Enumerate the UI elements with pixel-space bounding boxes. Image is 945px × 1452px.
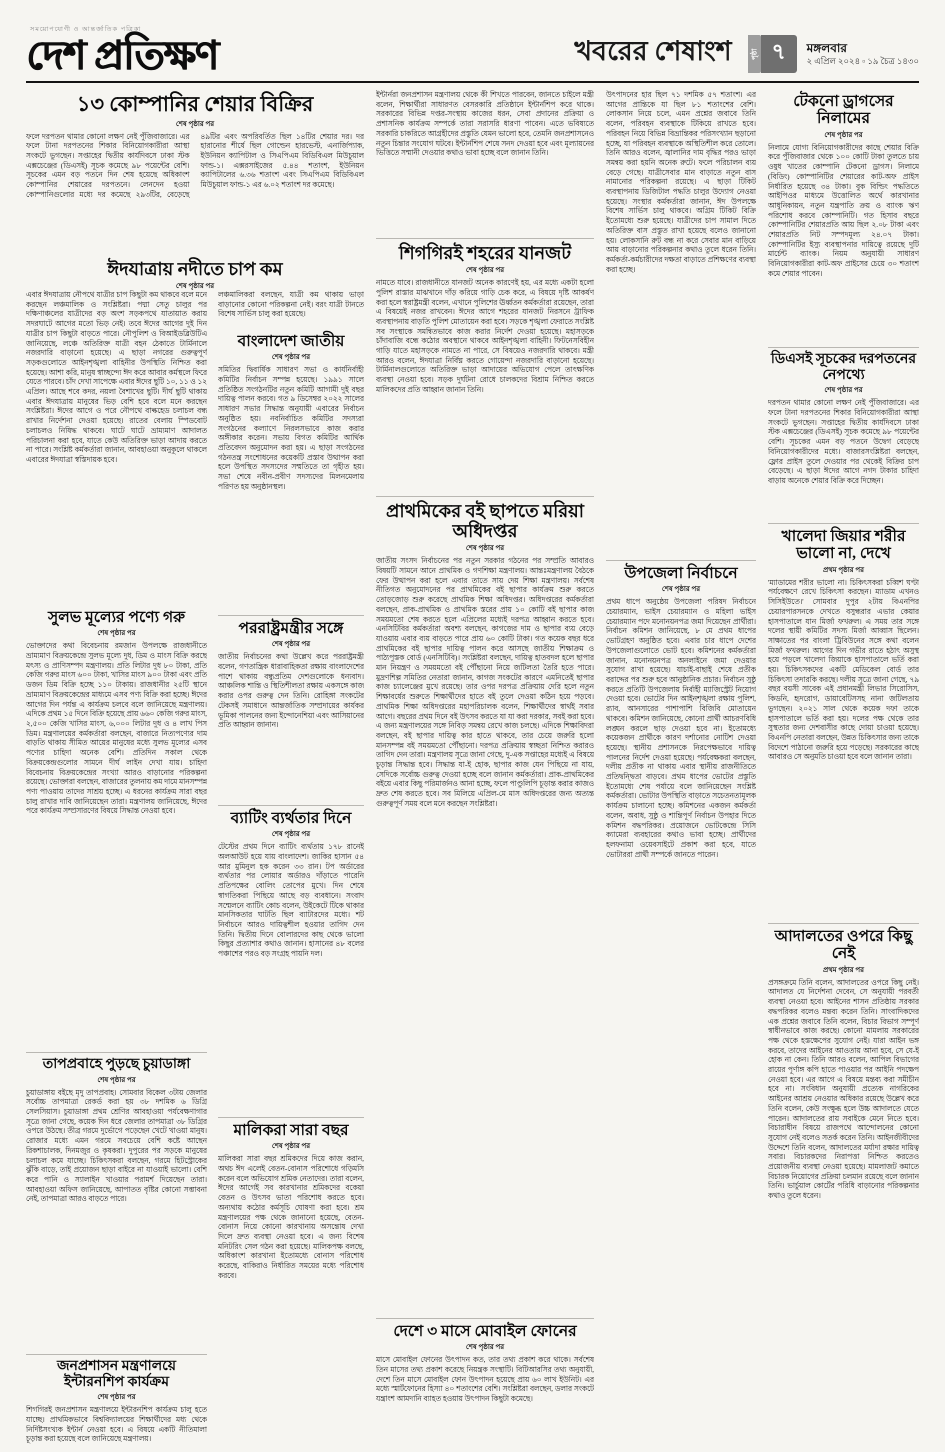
continuation-internship bbox=[376, 90, 594, 236]
article-dse-index-fall bbox=[768, 347, 919, 521]
article-dateline: শেষ পৃষ্ঠার পর bbox=[271, 1142, 311, 1151]
article-body: টেস্টের প্রথম দিনে ব্যাটিং ব্যর্থতায় ১৭৮ রানেই অলআউট হয়ে যায় বাংলাদেশ। জাকির হাসান ৫৪ আর মুমিনুল হক করেন ৩৩ রান। টপ অর্ডারের ব্যর্থতার পর লোয়ার অর্ডারও দাঁড়াতে পারেনি প্রতিপক্ষের বোলিং তোপের মুখে। দিন শেষে স্বাগতিকরা পিছিয়ে আছে বড় ব্যবধানে। সংবাদ সম্মেলনে ব্যাটিং কোচ বলেন, উইকেটে টিকে থাকার মানসিকতার ঘাটতি ছিল ব্যাটারদের মধ্যে। শট নির্বাচনে আরও দায়িত্বশীল হওয়ার তাগিদ দেন তিনি। দ্বিতীয় দিনে বোলারদের কাছ থেকে ভালো কিছুর প্রত্যাশার কথাও জানান। হাসানের ৪৮ বলের পঞ্চাশের পরও বড় সংগ্রহ পায়নি দল। bbox=[218, 842, 364, 959]
article-body: জাতীয় সংসদ নির্বাচনের পর নতুন সরকার গঠনের পর সম্প্রতি আবারও বিষয়টি সামনে আনে প্রাথমিক ও গণশিক্ষা মন্ত্রণালয়। আন্তঃমন্ত্রণালয় বৈঠকে ফের উত্থাপন করা হলে এবার তাতে সায় দেয় শিক্ষা মন্ত্রণালয়। সর্বশেষ নীতিগত অনুমোদনের পর প্রাথমিকের বই ছাপার কার্যক্রম শুরু করতে তোড়জোড় শুরু করেছে প্রাথমিক শিক্ষা অধিদপ্তর। অধিদপ্তরের কর্মকর্তারা বলছেন, প্রাক-প্রাথমিক ও প্রাথমিক স্তরের প্রায় ১০ কোটি বই ছাপার কাজ সময়মতো শেষ করতে হলে এপ্রিলের মধ্যেই দরপত্র আহ্বান করতে হবে। এনসিটিবির কর্মকর্তারা অবশ্য বলছেন, কাগজের দাম ও ছাপার ব্যয় বেড়ে যাওয়ায় এবার ব্যয় বাড়তে পারে প্রায় ৬০ কোটি টাকা। গত কয়েক বছর ধরে প্রাথমিকের বই ছাপার দায়িত্ব পালন করে আসছে জাতীয় শিক্ষাক্রম ও পাঠ্যপুস্তক বোর্ড (এনসিটিবি)। সংশ্লিষ্টরা বলছেন, দায়িত্ব হাতবদল হলে ছাপার মান নিয়ন্ত্রণ ও সময়মতো বই পৌঁছানো নিয়ে জটিলতা তৈরি হতে পারে। মুদ্রণশিল্প সমিতির নেতারা জানান, কাগজ সংকটের কারণে এমনিতেই ছাপার কাজ চ্যালেঞ্জের মুখে রয়েছে। তার ওপর দরপত্র প্রক্রিয়ায় দেরি হলে নতুন শিক্ষাবর্ষের শুরুতে শিক্ষার্থীদের হাতে বই তুলে দেওয়া কঠিন হয়ে পড়বে। প্রাথমিক শিক্ষা অধিদপ্তরের মহাপরিচালক বলেন, শিক্ষার্থীদের স্বার্থই সবার আগে। বছরের প্রথম দিনে বই উৎসব করতে যা যা করা দরকার, সবই করা হবে। এ জন্য মন্ত্রণালয়ের সঙ্গে নিবিড় সমন্বয় রেখে কাজ চলছে। এদিকে শিক্ষাবিদরা বলছেন, বই ছাপার দায়িত্ব কার হাতে থাকবে, তার চেয়ে জরুরি হলো মানসম্পন্ন বই সময়মতো পৌঁছানো। দরপত্র প্রক্রিয়ায় স্বচ্ছতা নিশ্চিত করারও তাগিদ দেন তারা। মন্ত্রণালয় সূত্রে জানা গেছে, দু-এক সপ্তাহের মধ্যেই এ বিষয়ে চূড়ান্ত সিদ্ধান্ত হবে। সিদ্ধান্ত যা-ই হোক, ছাপার কাজ যেন পিছিয়ে না যায়, সেদিকে সর্বোচ্চ গুরুত্ব দেওয়া হচ্ছে বলে জানান কর্মকর্তারা। প্রাক-প্রাথমিকের বইয়ে এবার কিছু পরিমার্জনও আনা হচ্ছে, ফলে পাণ্ডুলিপি চূড়ান্ত করার কাজও দ্রুত শেষ করতে হবে। সব মিলিয়ে এপ্রিল-মে মাস অধিদপ্তরের জন্য অত্যন্ত গুরুত্বপূর্ণ সময় বলে মনে করছেন সংশ্লিষ্টরা। bbox=[376, 556, 594, 808]
article-heatwave-chuadanga bbox=[26, 1052, 207, 1352]
article-headline: মালিকরা সারা বছর bbox=[233, 1122, 349, 1139]
article-headline: ডিএসই সূচকের দরপতনের নেপথ্যে bbox=[770, 352, 917, 383]
article-body: এবার ঈদযাত্রায় নৌপথে যাত্রীর চাপ কিছুটা কম থাকবে বলে মনে করছেন লঞ্চমালিক ও সংশ্লিষ্টরা। পদ্মা সেতু চালুর পর দক্ষিণাঞ্চলের যাত্রীদের বড় অংশ সড়কপথে যাতায়াত করায় সদরঘাটে আগের মতো ভিড় নেই। তবে ঈদের আগের দুই দিন যাত্রীর চাপ কিছুটা বাড়তে পারে। নৌপুলিশ ও বিআইডব্লিউটিএ জানিয়েছে, লঞ্চে অতিরিক্ত যাত্রী বহন ঠেকাতে টার্মিনালে নজরদারি বাড়ানো হয়েছে। এ ছাড়া নগরের গুরুত্বপূর্ণ সড়কগুলোতে আইনশৃঙ্খলা বাহিনীর উপস্থিতি নিশ্চিত করা হয়েছে। আশা করি, মানুষ স্বাচ্ছন্দ্যে ঈদ করে আবার কর্মস্থলে ফিরে যেতে পারবে। চাঁদ দেখা সাপেক্ষে এবার ঈদের ছুটি ১০, ১১ ও ১২ এপ্রিল। আছে শবে কদর, নয়লা বৈশাখের ছুটি। দীর্ঘ ছুটি থাকায় এবার ঈদযাত্রায় মানুষের ভিড় বেশি হবে বলে মনে করছেন সংশ্লিষ্টরা। ঈদের আগে ও পরে নৌপথে বাল্কহেড চলাচল বন্ধ রাখার নির্দেশনা দেওয়া হয়েছে। রাতের বেলায় স্পিডবোট চলাচলও নিষিদ্ধ থাকবে। ঘাটে ঘাটে ভ্রাম্যমাণ আদালত পরিচালনা করা হবে, যাতে কেউ অতিরিক্ত ভাড়া আদায় করতে না পারে। সংশ্লিষ্ট কর্মকর্তারা জানান, আবহাওয়া অনুকূলে থাকলে এবারের ঈদযাত্রা স্বস্তিদায়ক হবে। bbox=[26, 290, 207, 464]
article-headline: সুলভ মূল্যের পণ্যে গরু bbox=[47, 609, 186, 626]
article-nothing-above-court bbox=[768, 923, 919, 1446]
masthead-title: দেশ প্রতিক্ষণ bbox=[26, 33, 218, 78]
article-headline: ব্যাটিং ব্যর্থতার দিনে bbox=[230, 810, 352, 827]
article-eid-river-body bbox=[26, 290, 207, 606]
article-dateline: শেষ পৃষ্ঠার পর bbox=[97, 629, 136, 638]
article-dateline: শেষ পৃষ্ঠার পর bbox=[824, 386, 863, 395]
masthead bbox=[26, 24, 218, 76]
column-c bbox=[606, 90, 756, 1446]
column-a-split bbox=[26, 290, 364, 1446]
article-dateline: শেষ পৃষ্ঠার পর bbox=[465, 544, 505, 553]
date-line: ২ এপ্রিল ২০২৪ ▫ ১৯ চৈত্র ১৪৩০ bbox=[806, 55, 919, 66]
page-number-box bbox=[748, 35, 797, 73]
article-eid-river-head bbox=[26, 256, 364, 290]
article-primary-books-printing bbox=[376, 496, 594, 1316]
article-dateline: প্রথম পৃষ্ঠার পর bbox=[823, 565, 864, 574]
article-body: ভোক্তাদের কথা বিবেচনায় রমজান উপলক্ষে রাজধানীতে ভ্রাম্যমাণ বিক্রয়কেন্দ্রে সুলভ মূল্যে দুধ, ডিম ও মাংস বিক্রি করছে মৎস্য ও প্রাণিসম্পদ মন্ত্রণালয়। প্রতি লিটার দুধ ৮০ টাকা, প্রতি কেজি গরুর মাংস ৬০০ টাকা, খাসির মাংস ৯০০ টাকা এবং প্রতি ডজন ডিম বিক্রি হচ্ছে ১১০ টাকায়। রাজধানীর ২৫টি স্থানে ভ্রাম্যমাণ বিক্রয়কেন্দ্রের মাধ্যমে এসব পণ্য বিক্রি করা হচ্ছে। ঈদের আগের দিন পর্যন্ত এ কার্যক্রম চলবে বলে জানিয়েছে মন্ত্রণালয়। এদিকে প্রথম ১৫ দিনে বিক্রি হয়েছে প্রায় ৬৬০ কেজি গরুর মাংস, ২,৫০০ কেজি খাসির মাংস, ৬,০০০ লিটার দুধ ও ৪ লাখ পিস ডিম। মন্ত্রণালয়ের কর্মকর্তারা বলছেন, বাজারে নিত্যপণ্যের দাম বাড়তি থাকায় সীমিত আয়ের মানুষের মধ্যে সুলভ মূল্যের এসব পণ্যের চাহিদা অনেক বেশি। প্রতিদিন সকাল থেকে বিক্রয়কেন্দ্রগুলোর সামনে দীর্ঘ লাইন দেখা যায়। চাহিদা বিবেচনায় বিক্রয়কেন্দ্রের সংখ্যা আরও বাড়ানোর পরিকল্পনা রয়েছে। ভোক্তারা বলছেন, বাজারের তুলনায় কম দামে মানসম্পন্ন পণ্য পাওয়ায় তাদের সাশ্রয় হচ্ছে। এ ধরনের কার্যক্রম সারা বছর চালু রাখার দাবি জানিয়েছেন তারা। মন্ত্রণালয় জানিয়েছে, ঈদের পরে কার্যক্রম সম্প্রসারণের বিষয়ে সিদ্ধান্ত নেওয়া হবে। bbox=[26, 641, 207, 816]
article-bangladesh-jatiya bbox=[218, 330, 364, 613]
header-right bbox=[574, 31, 919, 76]
column-d bbox=[768, 90, 919, 1446]
section-title: খবরের শেষাংশ bbox=[574, 36, 732, 66]
article-dateline: শেষ পৃষ্ঠার পর bbox=[97, 1393, 136, 1402]
continuation-body: উৎপাদনের হার ছিল ৭১ দশমিক ৫৭ শতাংশ। এর আগের প্রান্তিকে যা ছিল ৮১ শতাংশের বেশি। লোকসান নিয়ে চলে, এমন প্রশ্নের জবাবে তিনি বলেন, পরিবহন ব্যবস্থাকে টিকিয়ে রাখতে হবে। পরিবহন নিয়ে বিভিন্ন বিভ্রান্তিকর পরিসংখ্যান ছড়ানো হচ্ছে, যা পরিবহন ব্যবস্থাকে অস্থিতিশীল করে তোলে। তিনি আরও বলেন, জ্বালানির দাম বৃদ্ধির পরও ভাড়া সমন্বয় করা হয়নি অনেক রুটে। ফলে পরিচালন ব্যয় বেড়ে গেছে। যাত্রীসেবার মান বাড়াতে নতুন বাস নামানোর পরিকল্পনা রয়েছে। এ ছাড়া টিকিট ব্যবস্থাপনায় ডিজিটাল পদ্ধতি চালুর উদ্যোগ নেওয়া হয়েছে। সংস্থার কর্মকর্তারা জানান, ঈদ উপলক্ষে বিশেষ সার্ভিস চালু থাকবে। অগ্রিম টিকিট বিক্রি ইতোমধ্যে শুরু হয়েছে। যাত্রীদের চাপ সামাল দিতে অতিরিক্ত বাস প্রস্তুত রাখা হয়েছে বলেও জানানো হয়। লোকসানি রুট বন্ধ না করে সেবার মান বাড়িয়ে আয় বাড়ানোর পরিকল্পনার কথাও তুলে ধরেন তিনি। কর্মকর্তা-কর্মচারীদের দক্ষতা বাড়াতে প্রশিক্ষণের ব্যবস্থা করা হচ্ছে। bbox=[606, 90, 756, 274]
article-dateline: প্রথম পৃষ্ঠার পর bbox=[823, 965, 864, 974]
article-techno-drugs-auction bbox=[768, 90, 919, 345]
article-headline: বাংলাদেশ জাতীয় bbox=[237, 333, 345, 350]
article-headline: টেকনো ড্রাগসের নিলামের bbox=[793, 93, 894, 128]
article-dateline: শেষ পৃষ্ঠার পর bbox=[175, 119, 215, 128]
article-body: দরপতন থামার কোনো লক্ষণ নেই পুঁজিবাজারে। এর ফলে টানা দরপতনের শিকার বিনিয়োগকারীরা আস্থা সংকটে ভুগছেন। সপ্তাহের দ্বিতীয় কার্যদিবসে ঢাকা স্টক এক্সচেঞ্জের (ডিএসই) সূচক কমেছে ৯৮ পয়েন্টের বেশি। সূচকের এমন বড় পতনে উদ্বেগ বেড়েছে বিনিয়োগকারীদের মধ্যে। বাজারসংশ্লিষ্টরা বলছেন, ফ্লোর প্রাইস তুলে দেওয়ার পর থেকেই বিক্রির চাপ বেড়েছে। এ ছাড়া ঈদের আগে নগদ টাকার চাহিদা বাড়ায় অনেকে শেয়ার বিক্রি করে দিচ্ছেন। bbox=[768, 398, 919, 485]
article-upazila-election bbox=[606, 560, 756, 1446]
article-headline: ১৩ কোম্পানির শেয়ার বিক্রির bbox=[76, 92, 314, 116]
article-body: নামতে যাবে। রাজধানীতে যানজট অনেক কারণেই হয়, এর মধ্যে একটা হলো পুলিশ রাস্তার মাঝখানে দাঁড় করিয়ে গাড়ি চেক করে, এ বিষয়ে দৃষ্টি আকর্ষণ করা হলে স্বরাষ্ট্রমন্ত্রী বলেন, এখানে পুলিশের ঊর্ধ্বতন কর্মকর্তারা রয়েছেন, তারা এ বিষয়েই নজর রাখবেন। ঈদের আগে শহরের যানজট নিরসনে ট্রাফিক ব্যবস্থাপনায় বাড়তি পুলিশ মোতায়েন করা হবে। সড়কে শৃঙ্খলা ফেরাতে সংশ্লিষ্ট সব সংস্থাকে সমন্বিতভাবে কাজ করার নির্দেশ দেওয়া হয়েছে। মহাসড়কে চাঁদাবাজি বন্ধে কঠোর অবস্থানে থাকবে আইনশৃঙ্খলা বাহিনী। ফিটনেসবিহীন গাড়ি যাতে মহাসড়কে নামতে না পারে, সে বিষয়েও নজরদারি থাকবে। মন্ত্রী আরও বলেন, ঈদযাত্রা নির্বিঘ্ন করতে গোয়েন্দা নজরদারি বাড়ানো হয়েছে। টার্মিনালগুলোতে অতিরিক্ত ভাড়া আদায়ের অভিযোগ পেলে তাৎক্ষণিক ব্যবস্থা নেওয়া হবে। সড়ক দুর্ঘটনা রোধে চালকদের বিশ্রাম নিশ্চিত করতে মালিকদের প্রতি আহ্বান জানান তিনি। bbox=[376, 278, 594, 394]
weekday: মঙ্গলবার bbox=[806, 40, 847, 55]
article-body: মালিকরা সারা বছর শ্রমিকদের দিয়ে কাজ করান, অথচ ঈদ এলেই বেতন-বোনাস পরিশোধে গড়িমসি করেন বলে অভিযোগ শ্রমিক নেতাদের। তারা বলেন, ঈদের আগেই সব কারখানার শ্রমিকদের বকেয়া বেতন ও উৎসব ভাতা পরিশোধ করতে হবে। অন্যথায় কঠোর কর্মসূচি ঘোষণা করা হবে। শ্রম মন্ত্রণালয়ের পক্ষ থেকে জানানো হয়েছে, বেতন-বোনাস নিয়ে কোনো কারখানায় অসন্তোষ দেখা দিলে দ্রুত ব্যবস্থা নেওয়া হবে। এ জন্য বিশেষ মনিটরিং সেল গঠন করা হয়েছে। মালিকপক্ষ বলছে, অধিকাংশ কারখানা ইতোমধ্যে বোনাস পরিশোধ করেছে, বাকিরাও নির্ধারিত সময়ের মধ্যে পরিশোধ করবে। bbox=[218, 1154, 364, 1280]
article-body: সমিতির দ্বিবার্ষিক সাধারণ সভা ও কার্যনির্বাহী কমিটির নির্বাচন সম্পন্ন হয়েছে। ১৯৯১ সালে প্রতিষ্ঠিত সংগঠনটির নতুন কমিটি আগামী দুই বছর দায়িত্ব পালন করবে। গত ৯ ডিসেম্বর ২০২২ সালের সাধারণ সভার সিদ্ধান্ত অনুযায়ী এবারের নির্বাচন অনুষ্ঠিত হয়। নবনির্বাচিত কমিটির সদস্যরা সংগঠনের কল্যাণে নিরলসভাবে কাজ করার অঙ্গীকার করেন। সভায় বিগত কমিটির আর্থিক প্রতিবেদন অনুমোদন করা হয়। এ ছাড়া সংগঠনের গঠনতন্ত্র সংশোধনের কয়েকটি প্রস্তাব উত্থাপন করা হলে উপস্থিত সদস্যদের সম্মতিতে তা গৃহীত হয়। সভা শেষে নবীন-প্রবীণ সদস্যদের মিলনমেলায় পরিণত হয় অনুষ্ঠানস্থল। bbox=[218, 365, 364, 491]
article-body: প্রসঙ্গক্রমে তিনি বলেন, আদালতের ওপরে কিছু নেই। আদালত যে নির্দেশনা দেবেন, সে অনুযায়ী পরবর্তী ব্যবস্থা নেওয়া হবে। আইনের শাসন প্রতিষ্ঠায় সরকার বদ্ধপরিকর বলেও মন্তব্য করেন তিনি। সাংবাদিকদের এক প্রশ্নের জবাবে তিনি বলেন, বিচার বিভাগ সম্পূর্ণ স্বাধীনভাবে কাজ করছে। কোনো মামলায় সরকারের পক্ষ থেকে হস্তক্ষেপের সুযোগ নেই। যারা আইন ভঙ্গ করবে, তাদের আইনের আওতায় আনা হবে, সে যে-ই হোক না কেন। তিনি আরও বলেন, আপিল বিভাগের রায়ের পূর্ণাঙ্গ কপি হাতে পাওয়ার পর আইনি পদক্ষেপ নেওয়া হবে। এর আগে এ বিষয়ে মন্তব্য করা সমীচীন হবে না। সংবিধান অনুযায়ী প্রত্যেক নাগরিকের আইনের আশ্রয় নেওয়ার অধিকার রয়েছে উল্লেখ করে তিনি বলেন, কেউ সংক্ষুব্ধ হলে উচ্চ আদালতে যেতে পারেন। আদালতের রায় সবাইকে মেনে নিতে হবে। বিচারাধীন বিষয়ে রাজপথে আন্দোলনের কোনো সুযোগ নেই বলেও সতর্ক করেন তিনি। আইনজীবীদের উদ্দেশে তিনি বলেন, আদালতের মর্যাদা রক্ষার দায়িত্ব সবার। বিচারকদের নিরাপত্তা নিশ্চিত করতেও প্রয়োজনীয় ব্যবস্থা নেওয়া হয়েছে। মামলাজট কমাতে বিচারক নিয়োগের প্রক্রিয়া চলমান রয়েছে বলে জানান তিনি। ভার্চুয়াল কোর্টের পরিধি বাড়ানোর পরিকল্পনার কথাও তুলে ধরেন। bbox=[768, 977, 919, 1201]
article-headline: শিগগিরই শহরের যানজট bbox=[398, 243, 572, 263]
article-headline: দেশে ৩ মাসে মোবাইল ফোনের bbox=[393, 1323, 577, 1340]
article-13-company-shares bbox=[26, 90, 364, 256]
article-eid-river-body-2 bbox=[218, 290, 364, 330]
article-body: শিগগিরই জনপ্রশাসন মন্ত্রণালয়ে ইন্টারনশিপ কার্যক্রম চালু হতে যাচ্ছে। প্রাথমিকভাবে বিশ্ববিদ্যালয়ের শিক্ষার্থীদের মধ্য থেকে নির্দিষ্টসংখ্যক ইন্টার্ন নেওয়া হবে। এ বিষয়ে একটি নীতিমালা চূড়ান্ত করা হয়েছে বলে জানিয়েছে মন্ত্রণালয়। bbox=[26, 1405, 207, 1444]
article-headline: তাপপ্রবাহে পুড়ছে চুয়াডাঙ্গা bbox=[42, 1057, 191, 1072]
sub-column-2 bbox=[218, 290, 364, 1446]
article-body: প্রথম ধাপে অনুষ্ঠেয় উপজেলা পরিষদ নির্বাচনে চেয়ারম্যান, ভাইস চেয়ারম্যান ও মহিলা ভাইস চেয়ারম্যান পদে মনোনয়নপত্র জমা দিয়েছেন প্রার্থীরা। নির্বাচন কমিশন জানিয়েছে, ৮ মে প্রথম ধাপের ভোটগ্রহণ অনুষ্ঠিত হবে। এবার চার ধাপে দেশের উপজেলাগুলোতে ভোট হবে। কমিশনের কর্মকর্তারা জানান, মনোনয়নপত্র অনলাইনে জমা দেওয়ার সুযোগ রাখা হয়েছে। যাচাই-বাছাই শেষে প্রতীক বরাদ্দের পর শুরু হবে আনুষ্ঠানিক প্রচার। নির্বাচন সুষ্ঠু করতে প্রতিটি উপজেলায় নির্বাহী ম্যাজিস্ট্রেট নিয়োগ দেওয়া হবে। ভোটের দিন আইনশৃঙ্খলা রক্ষায় পুলিশ, র‌্যাব, আনসারের পাশাপাশি বিজিবি মোতায়েন থাকবে। কমিশন জানিয়েছে, কোনো প্রার্থী আচরণবিধি লঙ্ঘন করলে ছাড় দেওয়া হবে না। ইতোমধ্যে কয়েকজন প্রার্থীকে কারণ দর্শানোর নোটিশ দেওয়া হয়েছে। স্থানীয় প্রশাসনকে নিরপেক্ষভাবে দায়িত্ব পালনের নির্দেশ দেওয়া হয়েছে। পর্যবেক্ষকরা বলছেন, দলীয় প্রতীক না থাকায় এবার স্থানীয় রাজনীতিতে প্রতিদ্বন্দ্বিতা বাড়বে। প্রথম ধাপের ভোটের প্রস্তুতি ইতোমধ্যে শেষ পর্যায়ে বলে জানিয়েছেন সংশ্লিষ্ট কর্মকর্তারা। ভোটার উপস্থিতি বাড়াতে সচেতনতামূলক কার্যক্রম চালানো হচ্ছে। কমিশনের একজন কর্মকর্তা বলেন, অবাধ, সুষ্ঠু ও শান্তিপূর্ণ নির্বাচন উপহার দিতে কমিশন বদ্ধপরিকর। প্রয়োজনে ভোটকেন্দ্রে সিসি ক্যামেরা ব্যবহারের কথাও ভাবা হচ্ছে। প্রার্থীদের হলফনামা ওয়েবসাইটে প্রকাশ করা হবে, যাতে ভোটাররা প্রার্থী সম্পর্কে জানতে পারেন। bbox=[606, 597, 756, 859]
continuation-transport bbox=[606, 90, 756, 558]
column-a bbox=[26, 90, 364, 1446]
masthead-tagline: সময়োপযোগী ও আন্তর্জাতিক পত্রিকা bbox=[30, 26, 142, 33]
article-city-traffic-jam bbox=[376, 238, 594, 494]
article-headline: উপজেলা নির্বাচনে bbox=[624, 565, 738, 582]
article-owners-all-year bbox=[218, 1117, 364, 1446]
article-dateline: শেষ পৃষ্ঠার পর bbox=[271, 640, 311, 649]
article-headline: খালেদা জিয়ার শরীর ভালো না, দেখে bbox=[781, 528, 906, 563]
article-dateline: শেষ পৃষ্ঠার পর bbox=[97, 1075, 136, 1084]
article-headline: ঈদযাত্রায় নদীতে চাপ কম bbox=[107, 259, 283, 279]
page-number: ৭ bbox=[761, 35, 797, 73]
article-headline: প্রাথমিকের বই ছাপতে মরিয়া অধিদপ্তর bbox=[385, 501, 585, 542]
article-body: চুয়াডাঙ্গায় বইছে মৃদু তাপপ্রবাহ। সোমবার বিকেল ৩টায় জেলার সর্বোচ্চ তাপমাত্রা রেকর্ড করা হয় ৩৮ দশমিক ৬ ডিগ্রি সেলসিয়াস। চুয়াডাঙ্গা প্রথম শ্রেণির আবহাওয়া পর্যবেক্ষণাগার সূত্রে জানা গেছে, কয়েক দিন ধরে জেলার তাপমাত্রা ৩৮ ডিগ্রির ওপরে উঠছে। তীব্র গরমে দুর্ভোগে পড়েছেন খেটে খাওয়া মানুষ। রোজার মধ্যে এমন গরমে সবচেয়ে বেশি কষ্টে আছেন রিকশাচালক, দিনমজুর ও কৃষকরা। দুপুরের পর সড়কে মানুষের চলাচল কমে যাচ্ছে। চিকিৎসকরা বলছেন, গরমে হিটস্ট্রোকের ঝুঁকি বাড়ে, তাই প্রয়োজন ছাড়া বাইরে না যাওয়াই ভালো। বেশি করে পানি ও স্যালাইন খাওয়ার পরামর্শ দিয়েছেন তারা। আবহাওয়া অফিস জানিয়েছে, আপাতত বৃষ্টির কোনো সম্ভাবনা নেই, তাপমাত্রা আরও বাড়তে পারে। bbox=[26, 1087, 207, 1204]
article-body: মাসে মোবাইল ফোনের উৎপাদন কত, তার তথ্য প্রকাশ করে থাকে। সর্বশেষ তিন মাসের তথ্য প্রকাশ করেছে নিয়ন্ত্রক সংস্থাটি। বিটিআরসির তথ্য অনুযায়ী, দেশে তিন মাসে মোবাইল ফোন উৎপাদন হয়েছে প্রায় ৬০ লাখ ইউনিট। এর মধ্যে স্মার্টফোনের হিস্যা ৪০ শতাংশের বেশি। সংশ্লিষ্টরা বলছেন, ডলার সংকটে যন্ত্রাংশ আমদানি ব্যাহত হওয়ায় উৎপাদন কিছুটা কমেছে। bbox=[376, 1355, 594, 1404]
article-body: ফলে দরপতন থামার কোনো লক্ষণ নেই পুঁজিবাজারে। এর ফলে টানা দরপতনের শিকার বিনিয়োগকারীরা আস্থা সংকটে ভুগছেন। সপ্তাহের দ্বিতীয় কার্যদিবসে ঢাকা স্টক এক্সচেঞ্জের (ডিএসই) সূচক কমেছে ৯৮ পয়েন্টের বেশি। সূচকের এমন বড় পতনে দিন শেষ হয়েছে অধিকাংশ কোম্পানির শেয়ারের দরপতনে। লেনদেন হওয়া কোম্পানিগুলোর মধ্যে দর কমেছে ২৯৩টির, বেড়েছে ৪৯টির এবং অপরিবর্তিত ছিল ১৪টির শেয়ার দর। দর হারানোর শীর্ষে ছিল গোল্ডেন হারভেস্ট, এনার্জিপ্যাক, ইউনিয়ন ক্যাপিটাল ও সিএপিএম বিডিবিএল মিউচুয়াল ফান্ড-১। এক্সরসাইজের ৫.৪৪ শতাংশ, ইউনিয়ন ক্যাপিটালের ৬.৩৬ শতাংশ এবং সিএপিএম বিডিবিএল মিউচুয়াল ফান্ড-১ এর ৬.০২ শতাংশ দর কমেছে। bbox=[26, 131, 364, 199]
article-dateline: শেষ পৃষ্ঠার পর bbox=[824, 130, 863, 139]
article-body: লঞ্চমালিকরা বলছেন, যাত্রী কম থাকায় ভাড়া বাড়ানোর কোনো পরিকল্পনা নেই। বরং যাত্রী টানতে বিশেষ সার্ভিস চালু করা হয়েছে। bbox=[218, 290, 364, 319]
article-body: জাতীয় নির্বাচনের কথা উল্লেখ করে পররাষ্ট্রমন্ত্রী বলেন, গণতান্ত্রিক ধারাবাহিকতা রক্ষায় বাংলাদেশের পাশে থাকায় বন্ধুপ্রতিম দেশগুলোকে ধন্যবাদ। আঞ্চলিক শান্তি ও স্থিতিশীলতা রক্ষায় একসঙ্গে কাজ করার ওপর গুরুত্ব দেন তিনি। রোহিঙ্গা সংকটের টেকসই সমাধানে আন্তর্জাতিক সম্প্রদায়ের কার্যকর ভূমিকা পালনের জন্য ইন্দোনেশিয়া এবং আসিয়ানের প্রতি আহ্বান জানান। bbox=[218, 652, 364, 730]
date-block bbox=[807, 41, 919, 67]
article-batting-failure bbox=[218, 805, 364, 1115]
article-dateline: শেষ পৃষ্ঠার পর bbox=[465, 1343, 505, 1352]
article-headline: জনপ্রশাসন মন্ত্রণালয়ে ইন্টারনশিপ কার্যক্রম bbox=[56, 1359, 177, 1390]
article-body: নিলামে যোগ্য বিনিয়োগকারীদের কাছে শেয়ার বিক্রি করে পুঁজিবাজার থেকে ১০০ কোটি টাকা তুলতে চায় ওষুধ খাতের কোম্পানি টেকনো ড্রাগস। নিলামে (বিডিং) কোম্পানিটির শেয়ারের কাট-অফ প্রাইস নির্ধারিত হয়েছে ৩৪ টাকা। বুক বিল্ডিং পদ্ধতিতে আইপিওর মাধ্যমে উত্তোলিত অর্থে কারখানার আধুনিকায়ন, নতুন যন্ত্রপাতি ক্রয় ও ব্যাংক ঋণ পরিশোধ করবে কোম্পানিটি। গত হিসাব বছরে কোম্পানিটির শেয়ারপ্রতি আয় ছিল ২.০৮ টাকা এবং শেয়ারপ্রতি নিট সম্পদমূল্য ২৪.০৭ টাকা। কোম্পানিটির ইস্যু ব্যবস্থাপনার দায়িত্বে রয়েছে দুটি মার্চেন্ট ব্যাংক। নিয়ম অনুযায়ী সাধারণ বিনিয়োগকারীরা কাট-অফ প্রাইসের চেয়ে ৩০ শতাংশ কমে শেয়ার পাবেন। bbox=[768, 142, 919, 278]
content-columns bbox=[26, 90, 919, 1446]
article-headline: আদালতের ওপরে কিছু নেই bbox=[774, 928, 913, 963]
page-label: পৃষ্ঠা bbox=[748, 35, 761, 73]
article-foreign-minister bbox=[218, 615, 364, 803]
page-header bbox=[26, 0, 919, 83]
column-b bbox=[376, 90, 594, 1446]
continuation-body: ইন্টার্নরা জনপ্রশাসন মন্ত্রণালয় থেকে কী শিখতে পারবেন, জানতে চাইলে মন্ত্রী বলেন, শিক্ষার্থীরা সাধারণত বেসরকারি প্রতিষ্ঠানে ইন্টার্নশিপ করে থাকে। সরকারের বিভিন্ন দপ্তর-সংস্থায় কাজের ধরন, সেবা প্রদানের প্রক্রিয়া ও প্রশাসনিক কার্যক্রম সম্পর্কে তারা সরাসরি ধারণা পাবেন। এতে ভবিষ্যতে সরকারি চাকরিতে আগ্রহীদের প্রস্তুতি যেমন ভালো হবে, তেমনি জনপ্রশাসনেও নতুন চিন্তার সংযোগ ঘটবে। ইন্টার্নশিপ শেষে সনদ দেওয়া হবে এবং মূল্যায়নের ভিত্তিতে সম্মানী দেওয়ার কথাও ভাবা হচ্ছে বলে জানান তিনি। bbox=[376, 90, 594, 158]
article-subsidized-goods bbox=[26, 606, 207, 1050]
article-dateline: শেষ পৃষ্ঠার পর bbox=[465, 266, 505, 275]
sub-column-1 bbox=[26, 290, 207, 1446]
article-dateline: শেষ পৃষ্ঠার পর bbox=[175, 282, 215, 290]
article-internship-program bbox=[26, 1354, 207, 1446]
article-mobile-phone-production bbox=[376, 1318, 594, 1446]
article-dateline: শেষ পৃষ্ঠার পর bbox=[661, 585, 701, 594]
article-body: 'ম্যাডামের শরীর ভালো না। চিকিৎসকরা চব্বিশ ঘণ্টা পর্যবেক্ষণে রেখে চিকিৎসা করছেন। ম্যাডাম এখনও সিসিইউতে।' সোমবার দুপুর ২টায় বিএনপির চেয়ারপারসনকে দেখতে বসুন্ধরার এভার কেয়ার হাসপাতালে যান মির্জা ফখরুল। এ সময় তার সঙ্গে দলের স্থায়ী কমিটির সদস্য মির্জা আব্বাস ছিলেন। সাক্ষাতের পর বাংলা ট্রিবিউনের সঙ্গে কথা বলেন মির্জা ফখরুল। আগের দিন গভীর রাতে হঠাৎ অসুস্থ হয়ে পড়লে খালেদা জিয়াকে হাসপাতালে ভর্তি করা হয়। চিকিৎসকদের একটি মেডিকেল বোর্ড তার চিকিৎসা তদারকি করছে। দলীয় সূত্রে জানা গেছে, ৭৯ বছর বয়সী সাবেক এই প্রধানমন্ত্রী লিভার সিরোসিস, কিডনি, হৃদরোগ, ডায়াবেটিসসহ নানা জটিলতায় ভুগছেন। ২০২১ সাল থেকে কয়েক দফা তাকে হাসপাতালে ভর্তি করা হয়। দলের পক্ষ থেকে তার সুস্থতার জন্য দেশবাসীর কাছে দোয়া চাওয়া হয়েছে। বিএনপি নেতারা বলছেন, উন্নত চিকিৎসার জন্য তাকে বিদেশে পাঠানো জরুরি হয়ে পড়েছে। সরকারের কাছে আবারও সে অনুমতি চাওয়া হবে বলে জানান তারা। bbox=[768, 577, 919, 762]
article-headline: পররাষ্ট্রমন্ত্রীর সঙ্গে bbox=[238, 620, 344, 637]
article-dateline: শেষ পৃষ্ঠার পর bbox=[271, 830, 311, 839]
article-khaleda-zia-health bbox=[768, 523, 919, 921]
article-dateline: শেষ পৃষ্ঠার পর bbox=[271, 353, 311, 362]
